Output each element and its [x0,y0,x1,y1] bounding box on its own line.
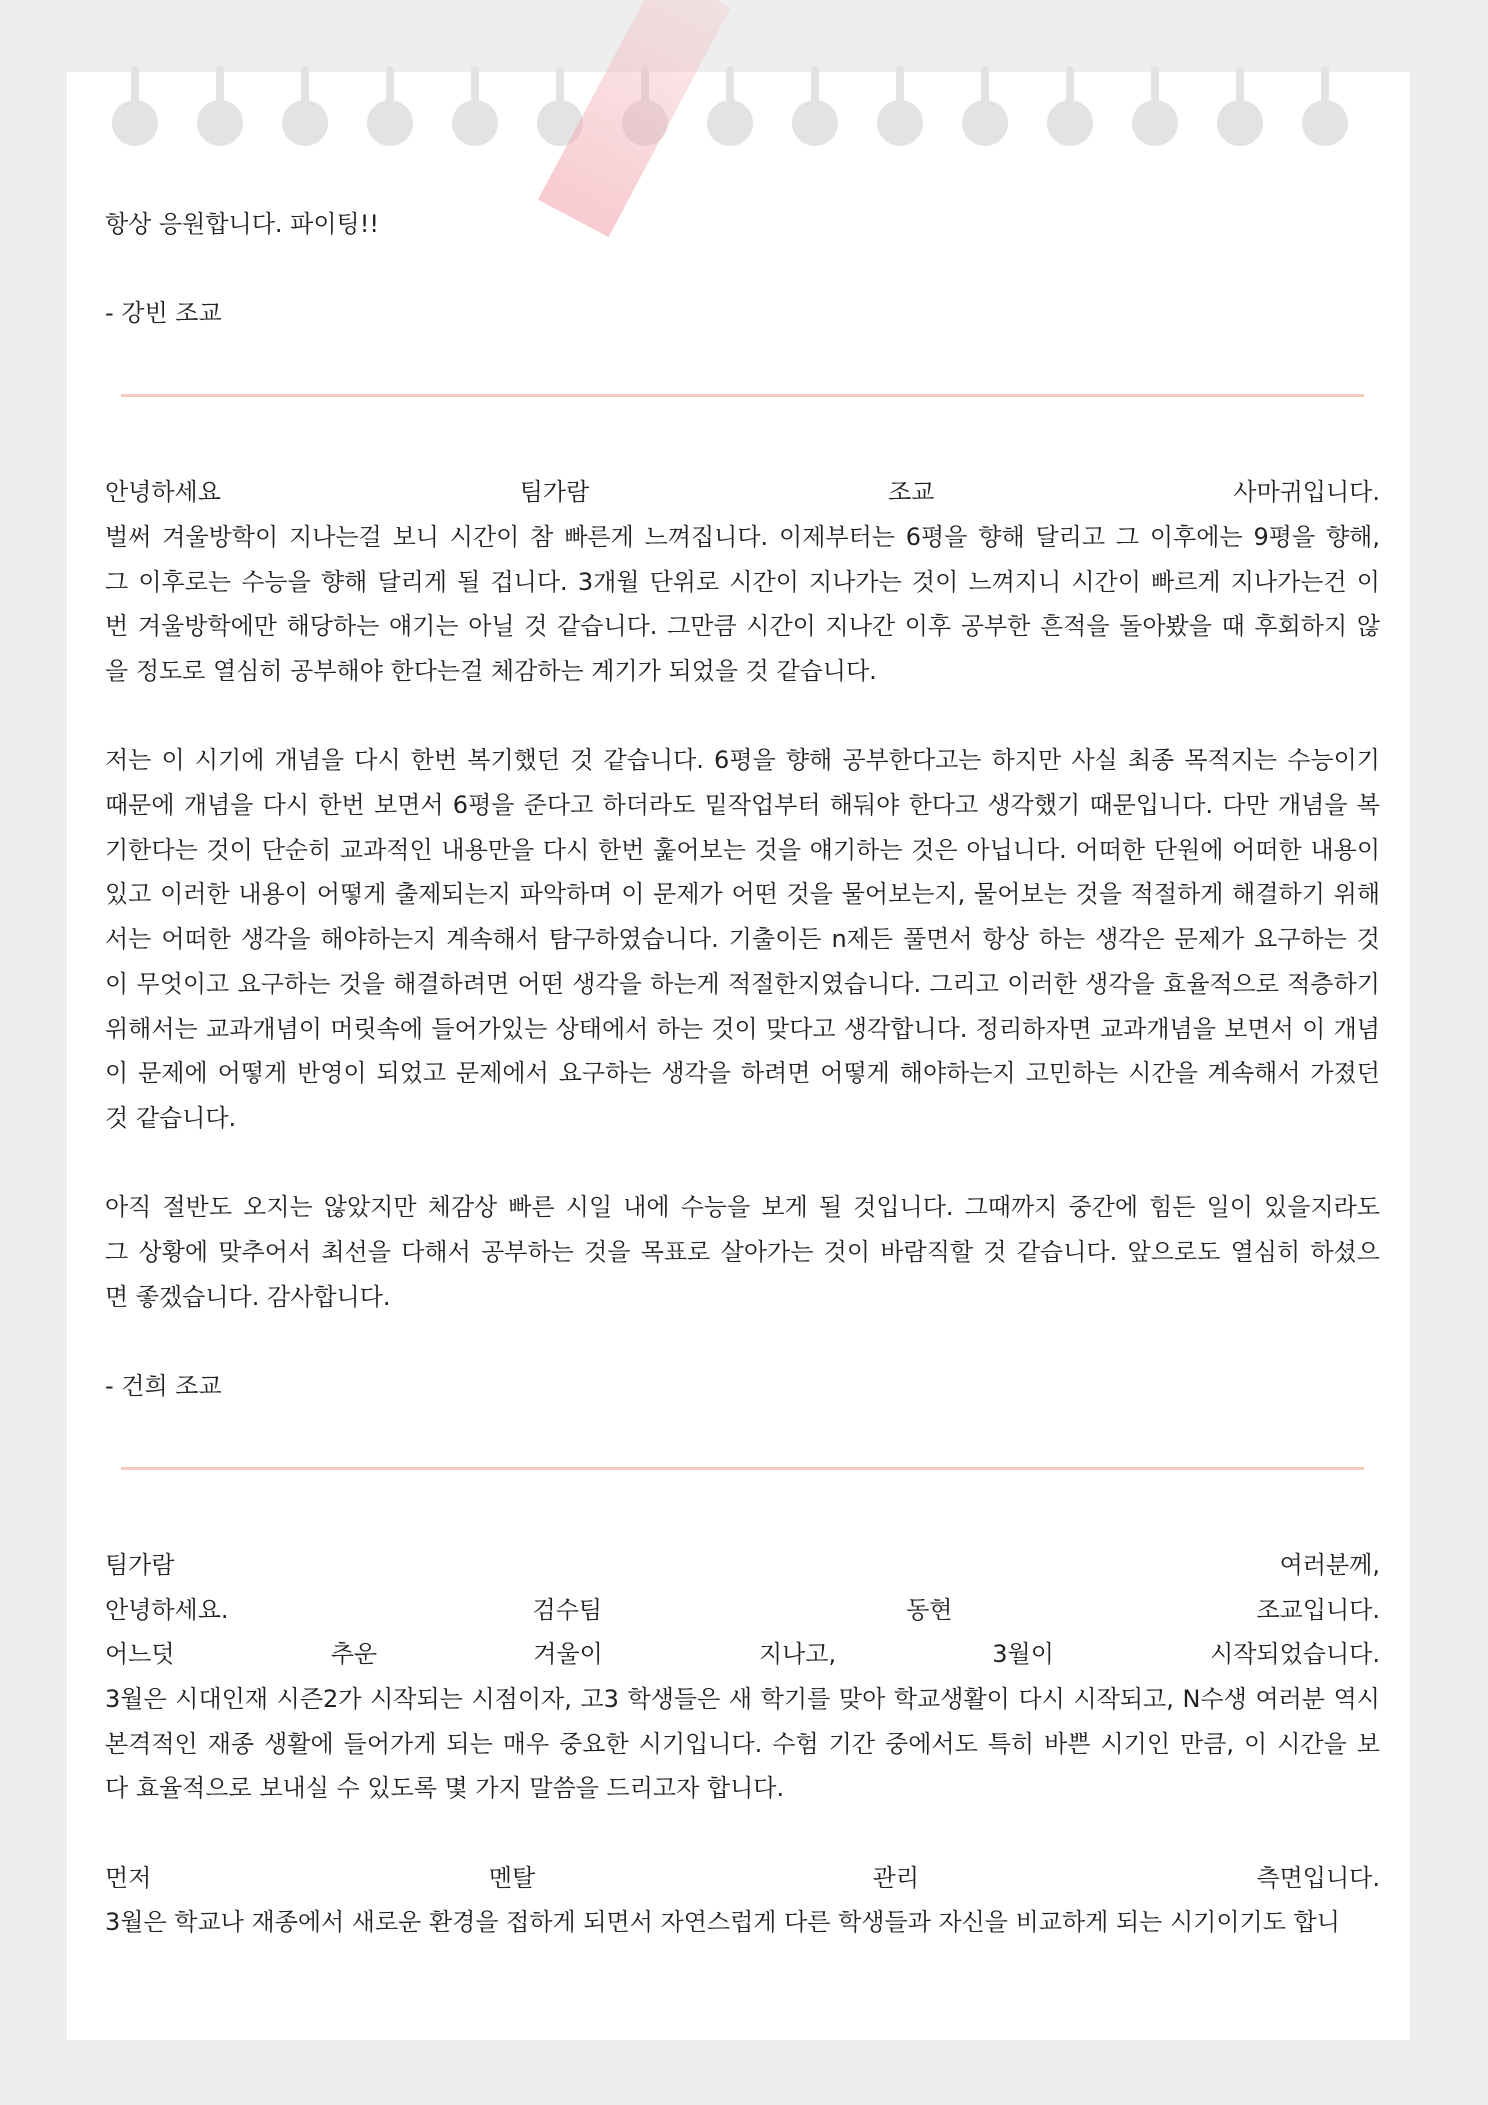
paragraph [105,202,1380,247]
text-line: 번 겨울방학에만 해당하는 얘기는 아닐 것 같습니다. 그만큼 시간이 지나간 이후 공부한 흔적을 돌아봤을 때 후회하지 않 [105,612,1380,641]
text-line: 그 이후로는 수능을 향해 달리게 될 겁니다. 3개월 단위로 시간이 지나가는 것이 느껴지니 시간이 빠르게 지나가는건 이 [105,567,1380,596]
paragraph-spacer [105,1319,1380,1364]
divider-line [121,1467,1364,1470]
paragraph [105,470,1380,694]
section-divider [105,336,1380,470]
paragraph-spacer [105,1811,1380,1856]
text-line: 어느덧 추운 겨울이 지나고, 3월이 시작되었습니다. [105,1640,1380,1669]
binder-hole [1132,100,1178,146]
binder-hole [452,100,498,146]
text-line: 항상 응원합니다. 파이팅!! [105,210,379,238]
text-line: 안녕하세요. 검수팀 동현 조교입니다. [105,1595,1380,1624]
section-divider [105,1409,1380,1543]
text-line: 안녕하세요 팀가람 조교 사마귀입니다. [105,478,1380,507]
binder-hole [197,100,243,146]
text-line: 을 정도로 열심히 공부해야 한다는걸 체감하는 계기가 되었을 것 같습니다. [105,656,877,685]
text-line: 위해서는 교과개념이 머릿속에 들어가있는 상태에서 하는 것이 맞다고 생각합니다. 정리하자면 교과개념을 보면서 이 개념 [105,1014,1380,1043]
text-line: - 건희 조교 [105,1372,222,1401]
text-line: 다 효율적으로 보내실 수 있도록 몇 가지 말씀을 드리고자 합니다. [105,1774,785,1803]
text-line: 그 상황에 맞추어서 최선을 다해서 공부하는 것을 목표로 살아가는 것이 바람직할 것 같습니다. 앞으로도 열심히 하셨으 [105,1238,1380,1267]
notepad-paper [67,72,1410,2040]
divider-line [121,394,1364,397]
binder-hole [962,100,1008,146]
paragraph [105,1364,1380,1409]
paragraph-spacer [105,247,1380,292]
text-line: 팀가람 여러분께, [105,1550,1380,1579]
text-line: 있고 이러한 내용이 어떻게 출제되는지 파악하며 이 문제가 어떤 것을 물어보는지, 물어보는 것을 적절하게 해결하기 위해 [105,880,1380,909]
binder-hole [282,100,328,146]
paragraph-spacer [105,694,1380,739]
text-line: 서는 어떠한 생각을 해야하는지 계속해서 탐구하였습니다. 기출이든 n제든 풀면서 항상 하는 생각은 문제가 요구하는 것 [105,925,1380,954]
binder-hole [1217,100,1263,146]
text-line: 이 무엇이고 요구하는 것을 해결하려면 어떤 생각을 하는게 적절한지였습니다. 그리고 이러한 생각을 효율적으로 적층하기 [105,969,1380,998]
text-line: 기한다는 것이 단순히 교과적인 내용만을 다시 한번 훑어보는 것을 얘기하는 것은 아닙니다. 어떠한 단원에 어떠한 내용이 [105,835,1380,864]
letter-content [105,202,1380,1945]
paragraph [105,738,1380,1140]
binder-hole [1047,100,1093,146]
text-line: 것 같습니다. [105,1103,237,1132]
binder-hole [367,100,413,146]
text-line: 3월은 학교나 재종에서 새로운 환경을 접하게 되면서 자연스럽게 다른 학생들과 자신을 비교하게 되는 시기이기도 합니 [105,1908,1340,1937]
binder-hole [707,100,753,146]
paragraph [105,1856,1380,1945]
binder-hole [792,100,838,146]
binder-hole [877,100,923,146]
binder-holes [67,72,1410,162]
paragraph [105,1185,1380,1319]
text-line: 3월은 시대인재 시즌2가 시작되는 시점이자, 고3 학생들은 새 학기를 맞아 학교생활이 다시 시작되고, N수생 여러분 역시 [105,1684,1380,1713]
text-line: - 강빈 조교 [105,299,222,328]
paragraph-spacer [105,1141,1380,1186]
paragraph [105,291,1380,336]
text-line: 면 좋겠습니다. 감사합니다. [105,1282,391,1311]
paragraph [105,1543,1380,1811]
text-line: 저는 이 시기에 개념을 다시 한번 복기했던 것 같습니다. 6평을 향해 공부한다고는 하지만 사실 최종 목적지는 수능이기 [105,746,1380,775]
binder-hole [1302,100,1348,146]
text-line: 이 문제에 어떻게 반영이 되었고 문제에서 요구하는 생각을 하려면 어떻게 해야하는지 고민하는 시간을 계속해서 가졌던 [105,1059,1380,1088]
binder-hole [112,100,158,146]
text-line: 본격적인 재종 생활에 들어가게 되는 매우 중요한 시기입니다. 수험 기간 중에서도 특히 바쁜 시기인 만큼, 이 시간을 보 [105,1729,1380,1758]
text-line: 아직 절반도 오지는 않았지만 체감상 빠른 시일 내에 수능을 보게 될 것입니다. 그때까지 중간에 힘든 일이 있을지라도 [105,1193,1380,1222]
text-line: 때문에 개념을 다시 한번 보면서 6평을 준다고 하더라도 밑작업부터 해둬야 한다고 생각했기 때문입니다. 다만 개념을 복 [105,791,1380,819]
text-line: 벌써 겨울방학이 지나는걸 보니 시간이 참 빠른게 느껴집니다. 이제부터는 6평을 향해 달리고 그 이후에는 9평을 향해, [105,522,1380,551]
text-line: 먼저 멘탈 관리 측면입니다. [105,1863,1380,1892]
